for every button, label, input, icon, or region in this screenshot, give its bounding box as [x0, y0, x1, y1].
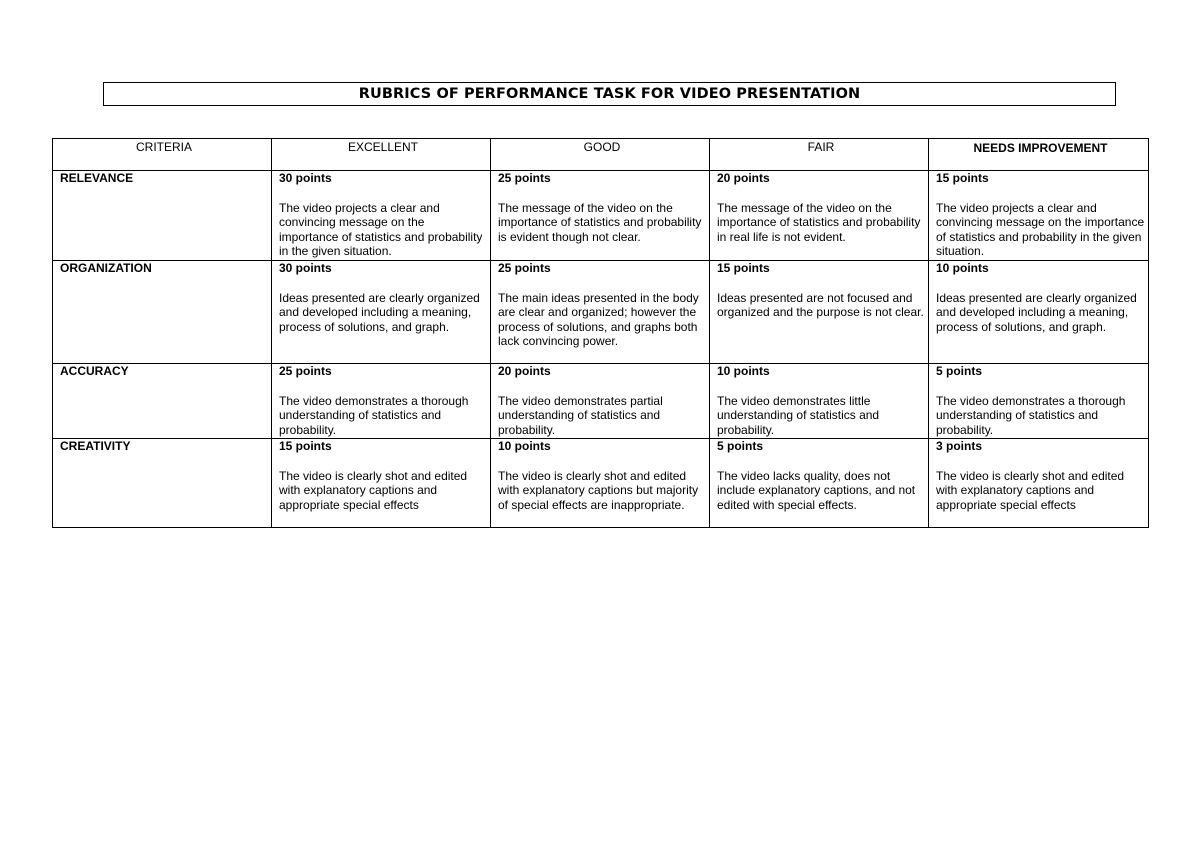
rubric-cell: [491, 439, 710, 528]
rubric-cell: [929, 439, 1149, 528]
rubric-cell: [710, 439, 929, 528]
points-label: 15 points: [717, 261, 770, 275]
points-label: 10 points: [498, 439, 551, 453]
rubric-cell: [710, 261, 929, 364]
cell-description: The video demonstrates a thorough understanding of statistics and probability.: [279, 393, 469, 437]
rubric-cell: [491, 364, 710, 439]
points-label: 20 points: [717, 171, 770, 185]
rubric-cell: [929, 261, 1149, 364]
points-label: 5 points: [717, 439, 764, 453]
cell-description: Ideas presented are clearly organized and developed including a meaning, process of solutions, and graph.: [936, 290, 1137, 334]
table-header-row: [53, 139, 1149, 171]
points-label: 10 points: [936, 261, 989, 275]
rubric-cell: [491, 261, 710, 364]
points-label: 25 points: [498, 171, 551, 185]
cell-description: The video demonstrates partial understanding of statistics and probability.: [498, 393, 663, 437]
cell-description: The video is clearly shot and edited with explanatory captions but majority of special effects are inappropriate.: [498, 468, 699, 512]
cell-description: The video lacks quality, does not include explanatory captions, and not edited with special effects.: [717, 468, 916, 512]
points-label: 3 points: [936, 439, 983, 453]
points-label: 20 points: [498, 364, 551, 378]
points-label: 10 points: [717, 364, 770, 378]
rubric-cell: [272, 364, 491, 439]
points-label: 5 points: [936, 364, 983, 378]
table-row: [53, 261, 1149, 364]
cell-description: The video demonstrates little understanding of statistics and probability.: [717, 393, 880, 437]
header-good: GOOD: [491, 139, 710, 171]
criterion-cell: CREATIVITY: [53, 439, 272, 528]
cell-description: The video demonstrates a thorough understanding of statistics and probability.: [936, 393, 1126, 437]
points-label: 25 points: [498, 261, 551, 275]
rubric-cell: [929, 364, 1149, 439]
rubric-cell: [272, 439, 491, 528]
criterion-cell: ACCURACY: [53, 364, 272, 439]
header-fair: FAIR: [710, 139, 929, 171]
header-needs-improvement: NEEDS IMPROVEMENT: [929, 139, 1149, 171]
table-row: [53, 364, 1149, 439]
cell-description: The video is clearly shot and edited with explanatory captions and appropriate special effects: [936, 468, 1125, 512]
cell-description: The video is clearly shot and edited with explanatory captions and appropriate special effects: [279, 468, 468, 512]
cell-description: Ideas presented are not focused and organized and the purpose is not clear.: [717, 290, 924, 320]
cell-description: Ideas presented are clearly organized and developed including a meaning, process of solutions, and graph.: [279, 290, 480, 334]
cell-description: The message of the video on the importance of statistics and probability is evident though not clear.: [498, 200, 702, 244]
rubric-cell: [272, 171, 491, 261]
rubric-cell: [929, 171, 1149, 261]
cell-description: The main ideas presented in the body are clear and organized; however the process of solutions, and graphs both lack convincing power.: [498, 290, 699, 349]
points-label: 30 points: [279, 171, 332, 185]
points-label: 25 points: [279, 364, 332, 378]
cell-description: The video projects a clear and convincing message on the importance of statistics and probability in the given situation.: [279, 200, 483, 259]
cell-description: The message of the video on the importance of statistics and probability in real life is not evident.: [717, 200, 921, 244]
rubric-cell: [272, 261, 491, 364]
points-label: 15 points: [936, 171, 989, 185]
header-criteria: CRITERIA: [53, 139, 272, 171]
points-label: 30 points: [279, 261, 332, 275]
header-excellent: EXCELLENT: [272, 139, 491, 171]
rubric-table: [52, 138, 1149, 528]
points-label: 15 points: [279, 439, 332, 453]
rubric-cell: [710, 364, 929, 439]
rubric-cell: [710, 171, 929, 261]
table-row: [53, 439, 1149, 528]
criterion-cell: RELEVANCE: [53, 171, 272, 261]
table-row: [53, 171, 1149, 261]
document-title: RUBRICS OF PERFORMANCE TASK FOR VIDEO PRESENTATION: [103, 82, 1116, 106]
cell-description: The video projects a clear and convincing message on the importance of statistics and probability in the given situation.: [936, 200, 1145, 259]
rubric-cell: [491, 171, 710, 261]
criterion-cell: ORGANIZATION: [53, 261, 272, 364]
